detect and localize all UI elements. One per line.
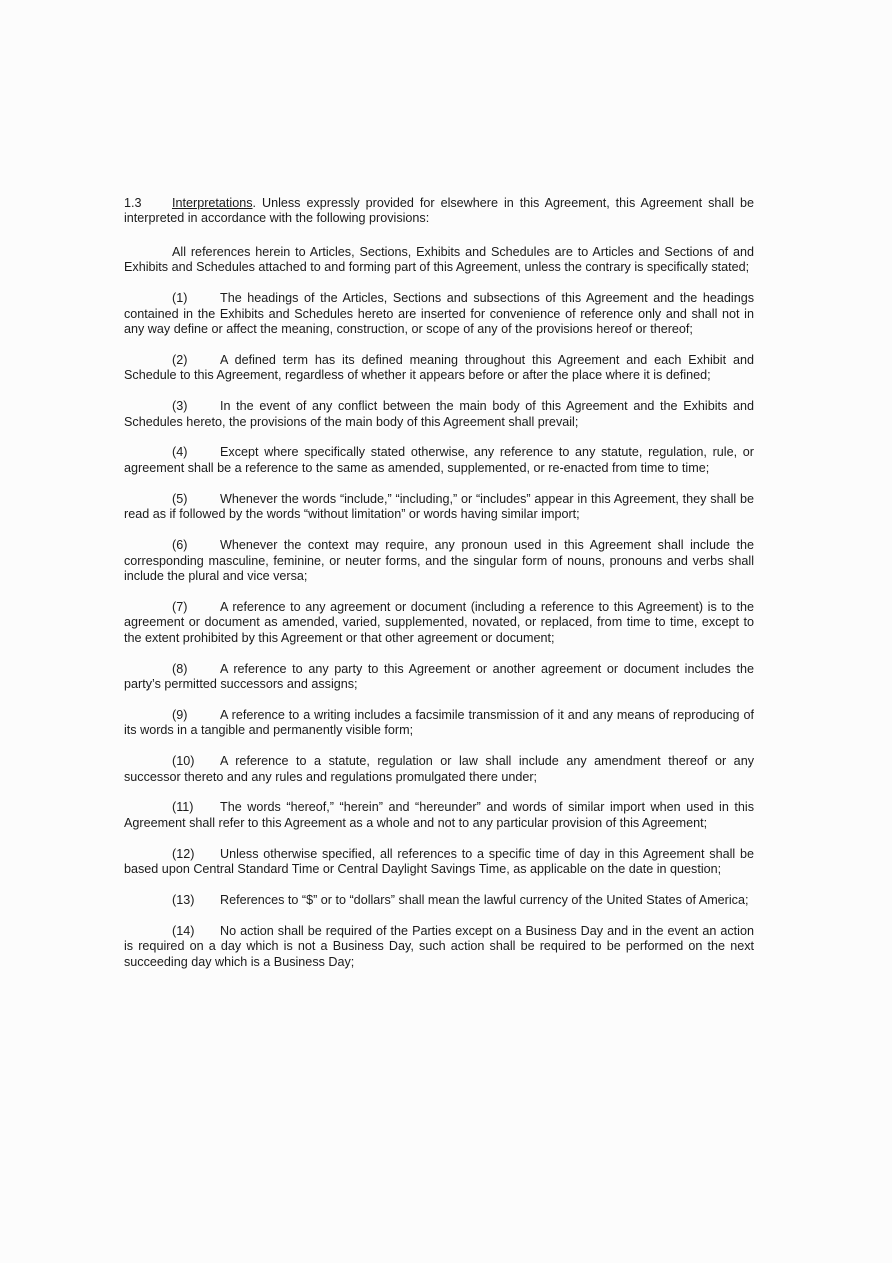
provision-text: Whenever the context may require, any pronoun used in this Agreement shall include the corresponding masculine, feminine, or neuter forms, and the singular form of nouns, pronouns and verbs shall include the plural and vice versa; bbox=[124, 538, 754, 583]
provision-5 bbox=[124, 492, 754, 523]
provision-number: (1) bbox=[172, 291, 188, 306]
document-body bbox=[124, 196, 754, 986]
provision-number: (7) bbox=[172, 599, 188, 614]
provision-number: (3) bbox=[172, 399, 188, 414]
provision-number: (12) bbox=[172, 846, 195, 861]
provision-4 bbox=[124, 445, 754, 476]
provision-13 bbox=[124, 893, 754, 908]
provision-text: No action shall be required of the Parties except on a Business Day and in the event an action is required on a day which is not a Business Day, such action shall be required to be performed on the next succeeding day which is a Business Day; bbox=[124, 924, 754, 969]
lead-paragraph: All references herein to Articles, Sections, Exhibits and Schedules are to Articles and Sections of and Exhibits and Schedules attached to and forming part of this Agreement, unless the contrary is specifically stated; bbox=[124, 244, 754, 275]
provision-1 bbox=[124, 291, 754, 337]
provision-text: A reference to a statute, regulation or law shall include any amendment thereof or any successor thereto and any rules and regulations promulgated there under; bbox=[124, 754, 754, 784]
section-title: Interpretations bbox=[172, 196, 253, 210]
provision-text: A reference to any party to this Agreement or another agreement or document includes the party’s permitted successors and assigns; bbox=[124, 661, 754, 691]
provision-10 bbox=[124, 754, 754, 785]
provision-9 bbox=[124, 708, 754, 739]
provision-text: The words “hereof,” “herein” and “hereunder” and words of similar import when used in this Agreement shall refer to this Agreement as a whole and not to any particular provision of this Agreement; bbox=[124, 800, 754, 830]
provision-6 bbox=[124, 538, 754, 584]
provision-text: Except where specifically stated otherwise, any reference to any statute, regulation, rule, or agreement shall be a reference to the same as amended, supplemented, or re-enacted from time to time; bbox=[124, 445, 754, 475]
provision-text: The headings of the Articles, Sections and subsections of this Agreement and the headings contained in the Exhibits and Schedules hereto are inserted for convenience of reference only and shall not in any way define or affect the meaning, construction, or scope of any of the provisions hereof or thereof; bbox=[124, 291, 754, 336]
provision-7 bbox=[124, 600, 754, 646]
provision-number: (10) bbox=[172, 754, 195, 769]
provision-2 bbox=[124, 353, 754, 384]
section-number: 1.3 bbox=[124, 196, 142, 210]
provision-8 bbox=[124, 662, 754, 693]
provision-number: (9) bbox=[172, 707, 188, 722]
provision-text: Unless otherwise specified, all references to a specific time of day in this Agreement shall be based upon Central Standard Time or Central Daylight Savings Time, as applicable on the date in question; bbox=[124, 846, 754, 877]
provision-text: In the event of any conflict between the main body of this Agreement and the Exhibits and Schedules hereto, the provisions of the main body of this Agreement shall prevail; bbox=[124, 399, 754, 429]
provision-number: (11) bbox=[172, 800, 194, 815]
provision-number: (2) bbox=[172, 352, 188, 367]
provision-number: (8) bbox=[172, 661, 188, 676]
provision-number: (14) bbox=[172, 924, 195, 938]
provision-3 bbox=[124, 399, 754, 430]
provision-text: A defined term has its defined meaning throughout this Agreement and each Exhibit and Schedule to this Agreement, regardless of whether it appears before or after the place where it is defined; bbox=[124, 352, 754, 383]
provision-text: Whenever the words “include,” “including,” or “includes” appear in this Agreement, they shall be read as if followed by the words “without limitation” or words having similar import; bbox=[124, 491, 754, 522]
provision-14 bbox=[124, 924, 754, 970]
provision-number: (5) bbox=[172, 491, 188, 506]
provision-text: A reference to a writing includes a facsimile transmission of it and any means of reproducing of its words in a tangible and permanently visible form; bbox=[124, 707, 754, 738]
provision-number: (4) bbox=[172, 445, 188, 460]
provision-12 bbox=[124, 847, 754, 878]
section-intro: . Unless expressly provided for elsewhere in this Agreement, this Agreement shall be interpreted in accordance with the following provisions: bbox=[124, 196, 754, 226]
provision-number: (6) bbox=[172, 538, 188, 553]
provision-11 bbox=[124, 800, 754, 831]
provision-number: (13) bbox=[172, 893, 195, 908]
section-heading bbox=[124, 196, 754, 227]
provision-text: A reference to any agreement or document (including a reference to this Agreement) is to the agreement or document as amended, varied, supplemented, novated, or replaced, from time to time, except to the extent prohibited by this Agreement or that other agreement or document; bbox=[124, 599, 754, 645]
provision-text: References to “$” or to “dollars” shall mean the lawful currency of the United States of America; bbox=[220, 893, 749, 908]
